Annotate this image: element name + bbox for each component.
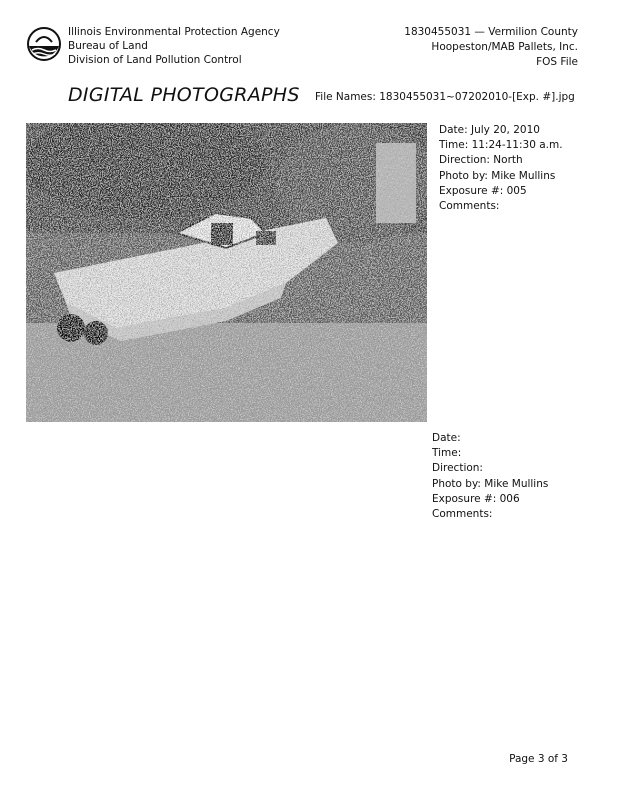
photo-time: Time: 11:24-11:30 a.m. [439,139,563,152]
division-name: Division of Land Pollution Control [68,54,242,66]
agency-name: Illinois Environmental Protection Agency [68,26,280,38]
photo-exposure: Exposure #: 006 [432,492,520,505]
agency-block [68,25,280,67]
bureau-name: Bureau of Land [68,40,148,52]
photo-comments: Comments: [439,200,500,213]
site-block [404,25,578,70]
photo-info-006 [432,431,548,522]
photo-exposure-005 [26,123,427,422]
page-title: DIGITAL PHOTOGRAPHS [68,84,300,106]
photo-comments: Comments: [432,508,493,521]
photo-by: Photo by: Mike Mullins [439,169,556,182]
photo-exposure: Exposure #: 005 [439,184,527,197]
site-id-county: 1830455031 — Vermilion County [404,26,578,38]
agency-logo-icon [26,26,62,62]
site-name: Hoopeston/MAB Pallets, Inc. [431,41,578,53]
file-names: File Names: 1830455031~07202010-[Exp. #].jpg [315,91,575,103]
photo-date: Date: [432,432,461,444]
page-number: Page 3 of 3 [509,753,568,765]
photo-time: Time: [432,447,462,460]
photo-info-005 [439,123,563,214]
photo-date: Date: July 20, 2010 [439,124,540,136]
photo-direction: Direction: North [439,154,523,167]
photo-by: Photo by: Mike Mullins [432,477,549,490]
file-type: FOS File [536,56,578,68]
photo-direction: Direction: [432,462,483,475]
